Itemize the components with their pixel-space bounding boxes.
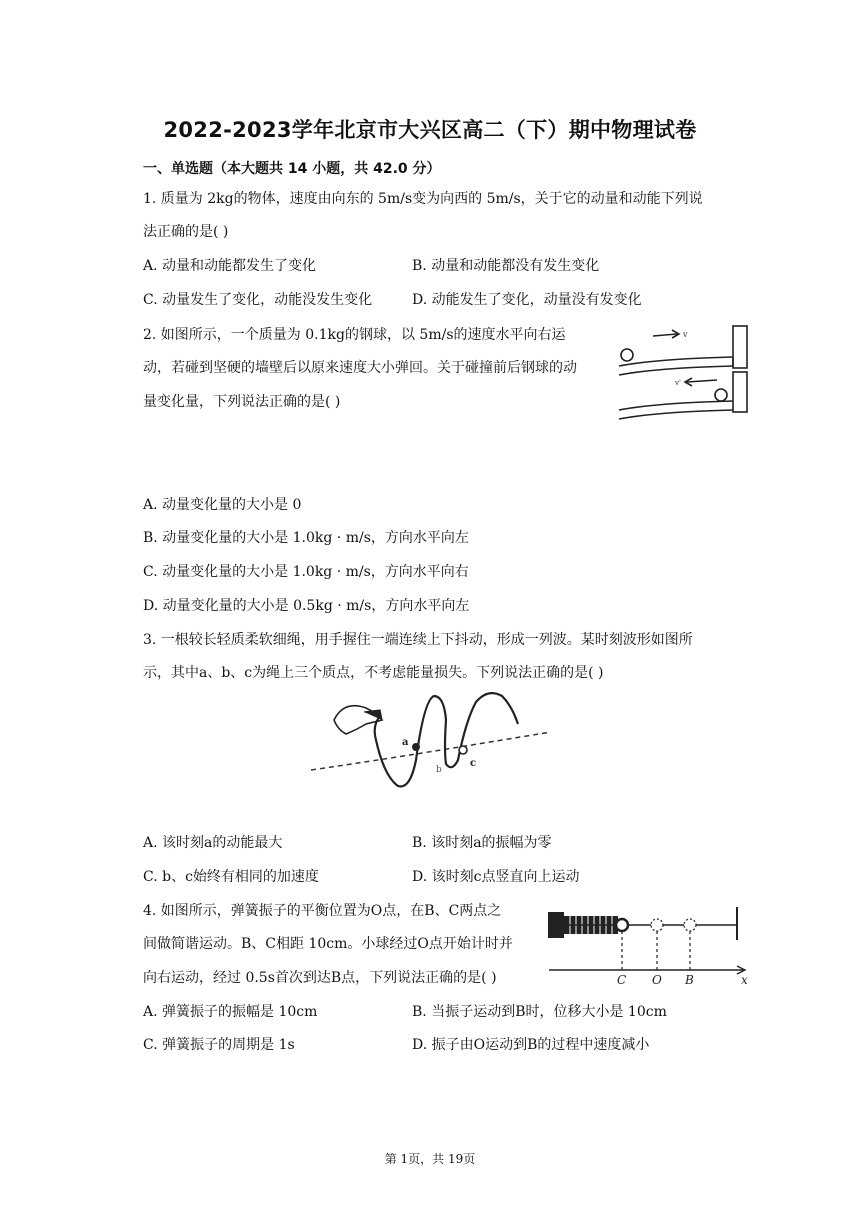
q4-option-c: C. 弹簧振子的周期是 1s [143,1037,295,1053]
q3-option-d: D. 该时刻c点竖直向上运动 [412,869,580,885]
q2-option-d: D. 动量变化量的大小是 0.5kg · m/s，方向水平向左 [143,598,470,614]
q2-line-2: 动，若碰到坚硬的墙壁后以原来速度大小弹回。关于碰撞前后钢球的动 [143,360,577,376]
q3-option-b: B. 该时刻a的振幅为零 [412,835,552,851]
q4-line-3: 向右运动，经过 0.5s首次到达B点，下列说法正确的是( ) [143,970,497,986]
q4-option-d: D. 振子由O运动到B的过程中速度减小 [412,1037,650,1053]
q1-option-a: A. 动量和动能都发生了变化 [143,258,317,274]
q2-line-3: 量变化量，下列说法正确的是( ) [143,394,341,410]
rope-wave-figure [306,690,556,795]
axis-label-C: C [617,973,627,987]
q1-line-1: 1. 质量为 2kg的物体，速度由向东的 5m/s变为向西的 5m/s，关于它的动量和动能下列说 [143,191,703,207]
q1-line-2: 法正确的是( ) [143,224,229,240]
axis-label-x: x [741,973,748,987]
q2-option-b: B. 动量变化量的大小是 1.0kg · m/s，方向水平向左 [143,530,469,546]
ball-wall-collision-figure [615,322,750,426]
page-title: 2022-2023学年北京市大兴区高二（下）期中物理试卷 [163,118,697,142]
q4-option-a: A. 弹簧振子的振幅是 10cm [143,1004,318,1020]
spring-oscillator-figure [545,898,750,988]
q1-option-b: B. 动量和动能都没有发生变化 [412,258,600,274]
axis-label-O: O [652,973,662,987]
velocity-label-v2: v' [675,379,681,387]
q4-option-b: B. 当振子运动到B时，位移大小是 10cm [412,1004,667,1020]
q3-option-a: A. 该时刻a的动能最大 [143,835,283,851]
q1-option-c: C. 动量发生了变化，动能没发生变化 [143,292,373,308]
section-heading: 一、单选题（本大题共 14 小题，共 42.0 分） [143,161,441,177]
point-a-label: a [402,737,409,748]
q3-line-2: 示，其中a、b、c为绳上三个质点，不考虑能量损失。下列说法正确的是( ) [143,665,604,681]
q4-line-2: 间做简谐运动。B、C相距 10cm。小球经过O点开始计时并 [143,936,513,952]
q1-option-d: D. 动能发生了变化，动量没有发变化 [412,292,642,308]
point-b-label: b [436,765,442,775]
velocity-label-v: v [683,330,688,339]
q3-line-1: 3. 一根较长轻质柔软细绳，用手握住一端连续上下抖动，形成一列波。某时刻波形如图所 [143,632,693,648]
q3-option-c: C. b、c始终有相同的加速度 [143,869,319,885]
q4-line-1: 4. 如图所示，弹簧振子的平衡位置为O点，在B、C两点之 [143,903,502,919]
page-footer: 第 1页，共 19页 [384,1152,476,1166]
q2-line-1: 2. 如图所示，一个质量为 0.1kg的钢球，以 5m/s的速度水平向右运 [143,327,566,343]
q2-option-a: A. 动量变化量的大小是 0 [143,497,302,513]
point-c-label: c [470,758,477,769]
axis-label-B: B [685,973,694,987]
q2-option-c: C. 动量变化量的大小是 1.0kg · m/s，方向水平向右 [143,564,469,580]
